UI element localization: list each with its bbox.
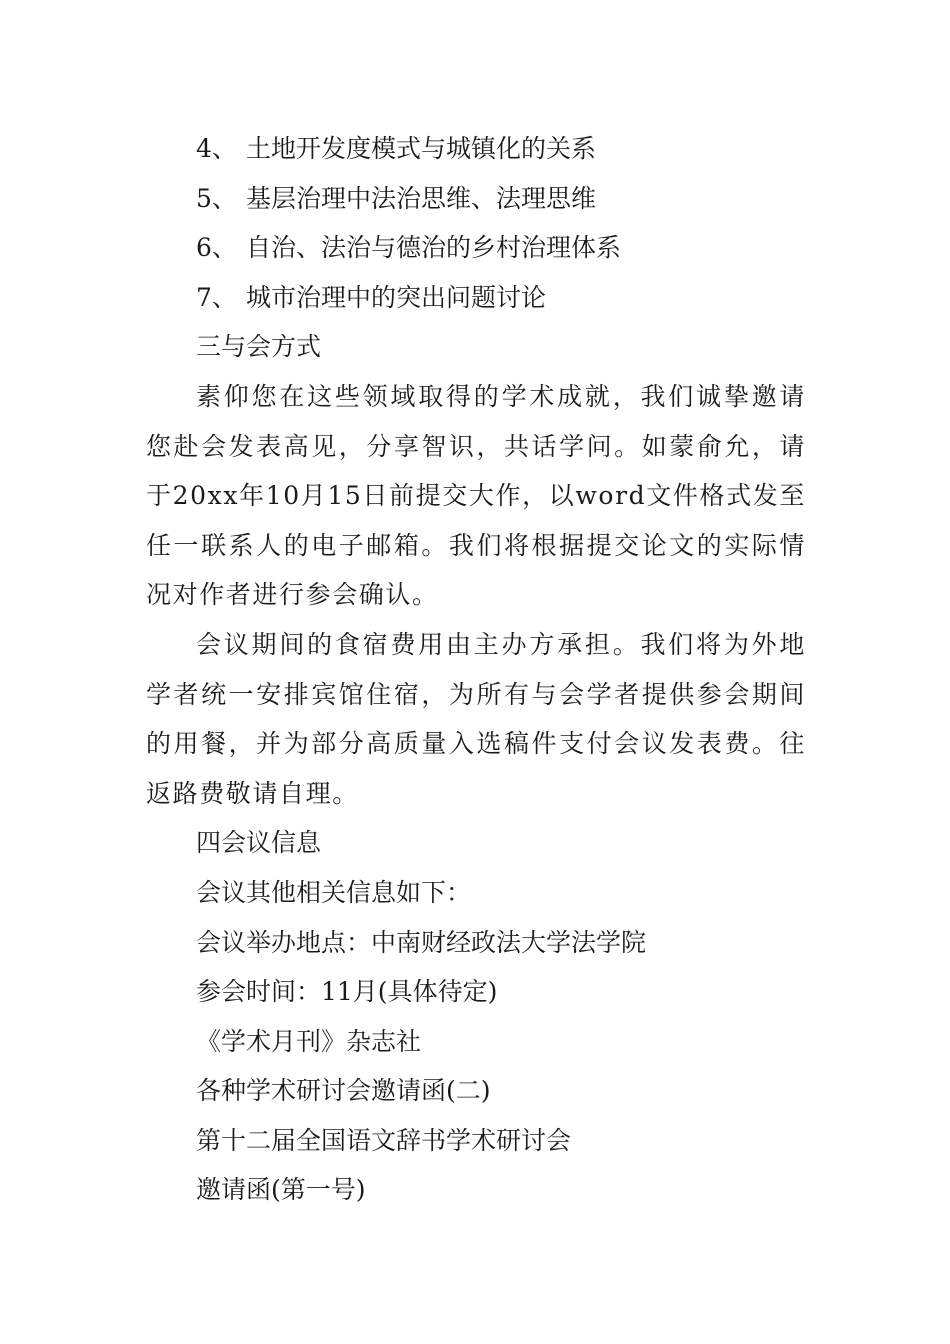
- invitation-number: 邀请函(第一号): [196, 1175, 366, 1205]
- list-number: 5、: [196, 183, 237, 213]
- section-heading-attendance: 三与会方式: [196, 332, 322, 362]
- document-body: [146, 124, 806, 1215]
- list-text: 基层治理中法治思维、法理思维: [246, 183, 597, 213]
- venue-line: 会议举办地点：中南财经政法大学法学院: [196, 927, 647, 957]
- list-text: 城市治理中的突出问题讨论: [246, 282, 547, 312]
- list-item-4: [146, 124, 806, 174]
- list-item-5: [146, 174, 806, 224]
- list-text: 土地开发度模式与城镇化的关系: [246, 134, 597, 163]
- list-item-6: [146, 223, 806, 273]
- list-item-7: [146, 273, 806, 323]
- invitation-title: 各种学术研讨会邀请函(二): [196, 1076, 491, 1106]
- publisher-line: 《学术月刊》杂志社: [196, 1026, 422, 1056]
- list-number: 7、: [196, 282, 237, 312]
- time-line: 参会时间：11月(具体待定): [196, 977, 498, 1007]
- paragraph-expenses: 会议期间的食宿费用由主办方承担。我们将为外地学者统一安排宾馆住宿，为所有与会学者提供参会期间的用餐，并为部分高质量入选稿件支付会议发表费。往返路费敬请自理。: [146, 629, 806, 808]
- paragraph-invitation: 素仰您在这些领域取得的学术成就，我们诚挚邀请您赴会发表高见，分享智识，共话学问。如蒙俞允，请于20xx年10月15日前提交大作，以word文件格式发至任一联系人的电子邮箱。我们将根据提交论文的实际情况对作者进行参会确认。: [146, 381, 806, 610]
- info-intro: 会议其他相关信息如下：: [196, 877, 472, 907]
- list-number: 6、: [196, 233, 237, 263]
- conference-name: 第十二届全国语文辞书学术研讨会: [196, 1125, 572, 1155]
- list-number: 4、: [196, 134, 237, 163]
- section-heading-info: 四会议信息: [196, 828, 322, 858]
- list-text: 自治、法治与德治的乡村治理体系: [246, 233, 622, 263]
